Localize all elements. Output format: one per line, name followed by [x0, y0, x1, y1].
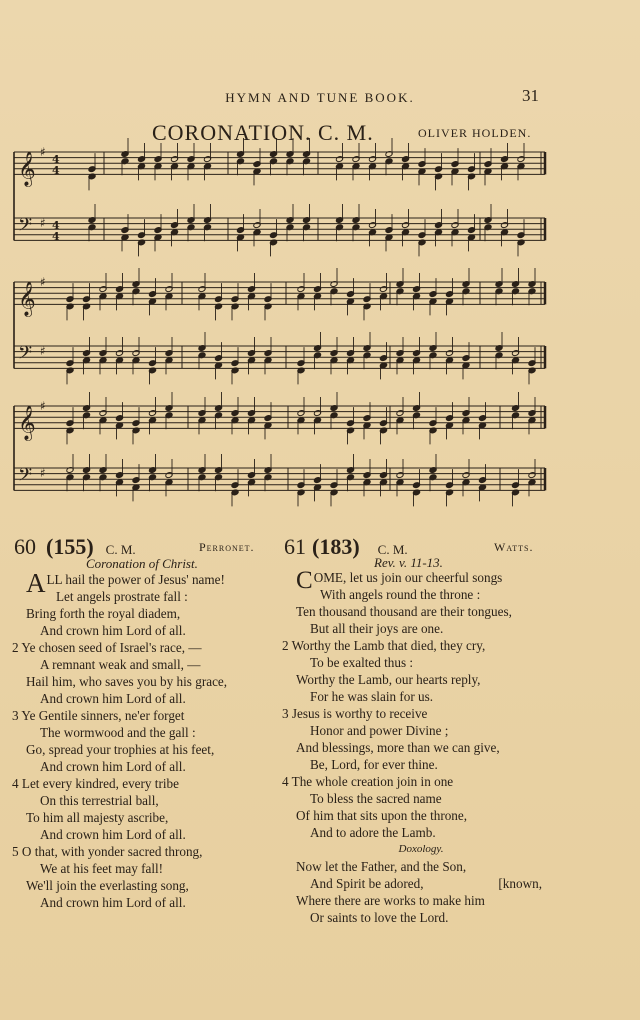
verse-line: And crown him Lord of all.	[40, 895, 186, 910]
verse-line: The wormwood and the gall :	[40, 725, 196, 740]
hymn-61-alt-number: (183)	[312, 534, 360, 559]
key-signature-sharp: ♯	[40, 344, 46, 358]
verse-line: And crown him Lord of all.	[40, 623, 186, 638]
doxology-line: Now let the Father, and the Son,	[296, 859, 467, 874]
verse-line: LL hail the power of Jesus' name!	[46, 572, 225, 587]
hymn-61-number: 61	[284, 534, 306, 559]
key-signature-sharp: ♯	[40, 466, 46, 480]
verse-line: 4 The whole creation join in one	[282, 774, 454, 789]
time-signature: 4	[52, 230, 60, 243]
doxology-line: Where there are works to make him	[296, 893, 485, 908]
verse-line: Hail him, who saves you by his grace,	[26, 674, 228, 689]
verse-line: Worthy the Lamb, our hearts reply,	[296, 672, 481, 687]
verse-line: A remnant weak and small, —	[40, 657, 201, 672]
treble-clef-icon: 𝄞	[18, 281, 36, 317]
doxology-line: And Spirit be adored,	[310, 876, 424, 891]
verse-line: For he was slain for us.	[310, 689, 434, 704]
hymn-60-alt-number: (155)	[46, 534, 94, 559]
verse-line: We at his feet may fall!	[40, 861, 164, 876]
doxology-line: Or saints to love the Lord.	[310, 910, 449, 925]
page-number: 31	[522, 86, 539, 105]
verse-line: To be exalted thus :	[310, 655, 414, 670]
doxology-line: [known,	[498, 876, 542, 891]
verse-line: 2 Worthy the Lamb that died, they cry,	[282, 638, 486, 653]
verse-line: 3 Ye Gentile sinners, ne'er forget	[12, 708, 185, 723]
verse-line: Honor and power Divine ;	[310, 723, 449, 738]
running-title: HYMN AND TUNE BOOK.	[225, 90, 415, 105]
key-signature-sharp: ♯	[40, 399, 46, 413]
verse-line: 3 Jesus is worthy to receive	[282, 706, 428, 721]
verse-line: And crown him Lord of all.	[40, 827, 186, 842]
bass-clef-icon: 𝄢	[18, 465, 33, 490]
verse-line: Be, Lord, for ever thine.	[310, 757, 438, 772]
verse-line: To him all majesty ascribe,	[26, 810, 169, 825]
hymn-61-subtitle: Rev. v. 11-13.	[374, 555, 443, 570]
hymn-60-subtitle: Coronation of Christ.	[86, 556, 198, 571]
hymn-61-dropcap: C	[296, 567, 313, 594]
time-signature: 4	[52, 164, 60, 177]
time-signature: 4	[52, 153, 60, 166]
key-signature-sharp: ♯	[40, 145, 46, 159]
verse-line: Bring forth the royal diadem,	[26, 606, 181, 621]
verse-line: But all their joys are one.	[310, 621, 444, 636]
key-signature-sharp: ♯	[40, 216, 46, 230]
hymn-61-meter: C. M.	[377, 542, 408, 557]
verse-line: And blessings, more than we can give,	[296, 740, 500, 755]
time-signature: 4	[52, 219, 60, 232]
verse-line: Ten thousand thousand are their tongues,	[296, 604, 512, 619]
bass-clef-icon: 𝄢	[18, 343, 33, 368]
treble-clef-icon: 𝄞	[18, 405, 36, 441]
verse-line: 5 O that, with yonder sacred throng,	[12, 844, 203, 859]
doxology-label: Doxology.	[398, 843, 444, 855]
verse-line: OME, let us join our cheerful songs	[313, 570, 503, 585]
verse-line: Let angels prostrate fall :	[56, 589, 188, 604]
verse-line: Of him that sits upon the throne,	[296, 808, 468, 823]
verse-line: With angels round the throne :	[320, 587, 481, 602]
verse-line: And crown him Lord of all.	[40, 691, 186, 706]
verse-line: 2 Ye chosen seed of Israel's race, —	[12, 640, 202, 655]
verse-line: To bless the sacred name	[310, 791, 442, 806]
hymn-60-text	[12, 568, 276, 911]
hymn-61-author: Watts.	[494, 540, 534, 554]
verse-line: 4 Let every kindred, every tribe	[12, 776, 179, 791]
hymn-60-author: Perronet.	[199, 540, 255, 554]
tune-composer: OLIVER HOLDEN.	[418, 126, 532, 140]
verse-line: And crown him Lord of all.	[40, 759, 186, 774]
hymn-60-dropcap: A	[26, 568, 46, 598]
treble-clef-icon: 𝄞	[18, 151, 36, 187]
key-signature-sharp: ♯	[40, 275, 46, 289]
verse-line: We'll join the everlasting song,	[26, 878, 189, 893]
hymn-61-text	[282, 567, 546, 926]
hymn-60-number: 60	[14, 534, 36, 559]
bass-clef-icon: 𝄢	[18, 215, 33, 240]
verse-line: And to adore the Lamb.	[310, 825, 436, 840]
tune-title: CORONATION. C. M.	[152, 120, 374, 145]
verse-line: Go, spread your trophies at his feet,	[26, 742, 215, 757]
hymn-60-meter: C. M.	[105, 542, 136, 557]
verse-line: On this terrestrial ball,	[40, 793, 159, 808]
